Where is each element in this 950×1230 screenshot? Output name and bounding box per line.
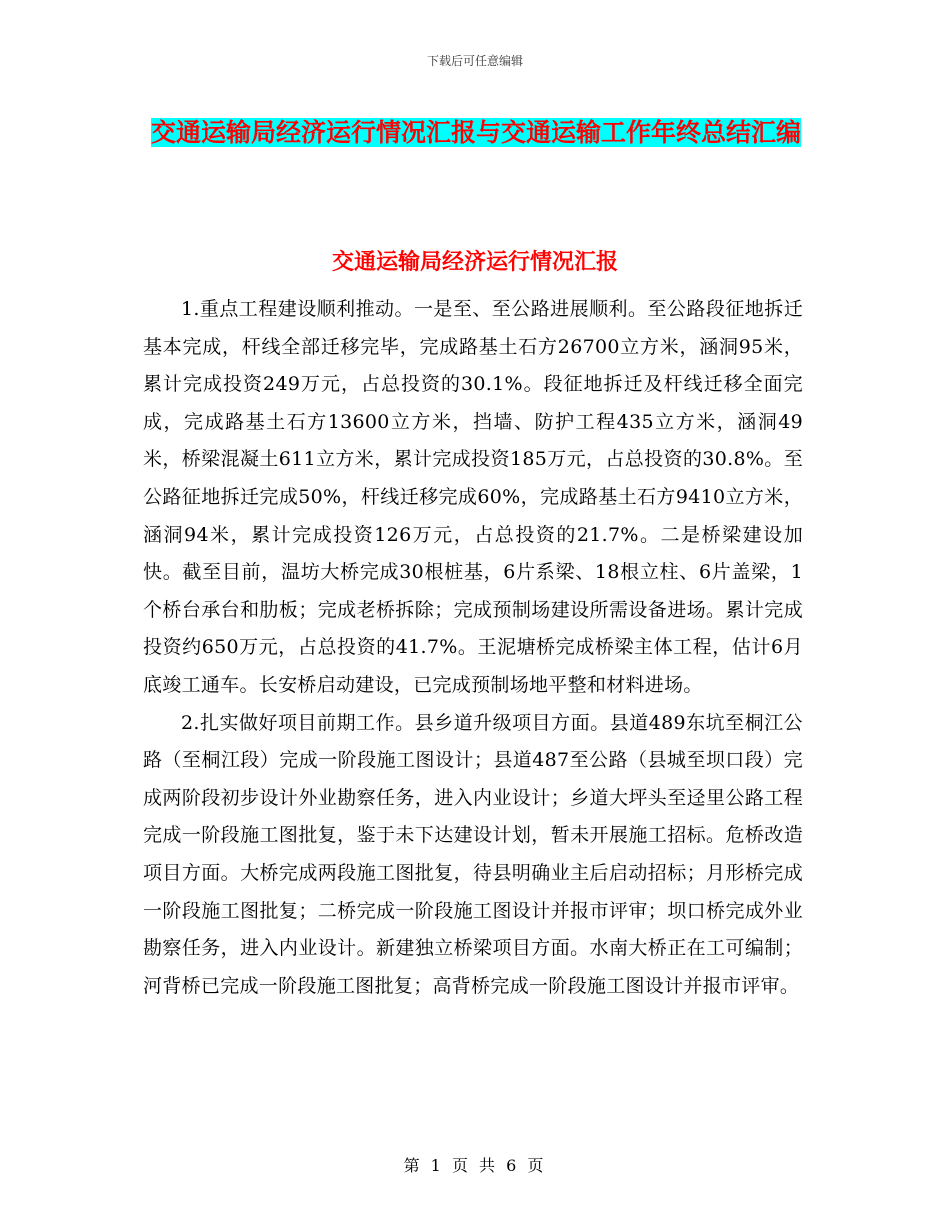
document-title [143,108,809,158]
header-note: 下载后可任意编辑 [426,54,523,68]
document-title-text: 交通运输局经济运行情况汇报与交通运输工作年终总结汇编 [150,118,801,147]
section-title: 交通运输局经济运行情况汇报 [331,250,618,275]
paragraph-1: 1.重点工程建设顺利推动。一是至、至公路进展顺利。至公路段征地拆迁基本完成，杆线全部迁移完毕，完成路基土石方26700立方米，涵洞95米，累计完成投资249万元，占总投资的30.1%。段征地拆迁及杆线迁移全面完成，完成路基土石方13600立方米，挡墙、防护工程435立方米，涵洞49米，桥梁混凝土611立方米，累计完成投资185万元，占总投资的30.8%。至公路征地拆迁完成50%，杆线迁移完成60%，完成路基土石方9410立方米，涵洞94米，累计完成投资126万元，占总投资的21.7%。二是桥梁建设加快。截至目前，温坊大桥完成30根桩基，6片系梁、18根立柱、6片盖梁，1 个桥台承台和肋板；完成老桥拆除；完成预制场建设所需设备进场。累计完成投资约650万元，占总投资的41.7%。王泥塘桥完成桥梁主体工程，估计6月底竣工通车。长安桥启动建设，已完成预制场地平整和材料进场。 [143,298,803,696]
page-footer: 第 1 页 共 6 页 [403,1156,547,1175]
paragraph-2: 2.扎实做好项目前期工作。县乡道升级项目方面。县道489东坑至桐江公路（至桐江段）完成一阶段施工图设计；县道487至公路（县城至坝口段）完成两阶段初步设计外业勘察任务，进入内业设计；乡道大坪头至迳里公路工程完成一阶段施工图批复，鉴于未下达建设计划，暂未开展施工招标。危桥改造项目方面。大桥完成两段施工图批复，待县明确业主后启动招标；月形桥完成一阶段施工图批复；二桥完成一阶段施工图设计并报市评审；坝口桥完成外业勘察任务，进入内业设计。新建独立桥梁项目方面。水南大桥正在工可编制；河背桥已完成一阶段施工图批复；高背桥完成一阶段施工图设计并报市评审。 [143,711,803,997]
body-text [143,291,803,1005]
